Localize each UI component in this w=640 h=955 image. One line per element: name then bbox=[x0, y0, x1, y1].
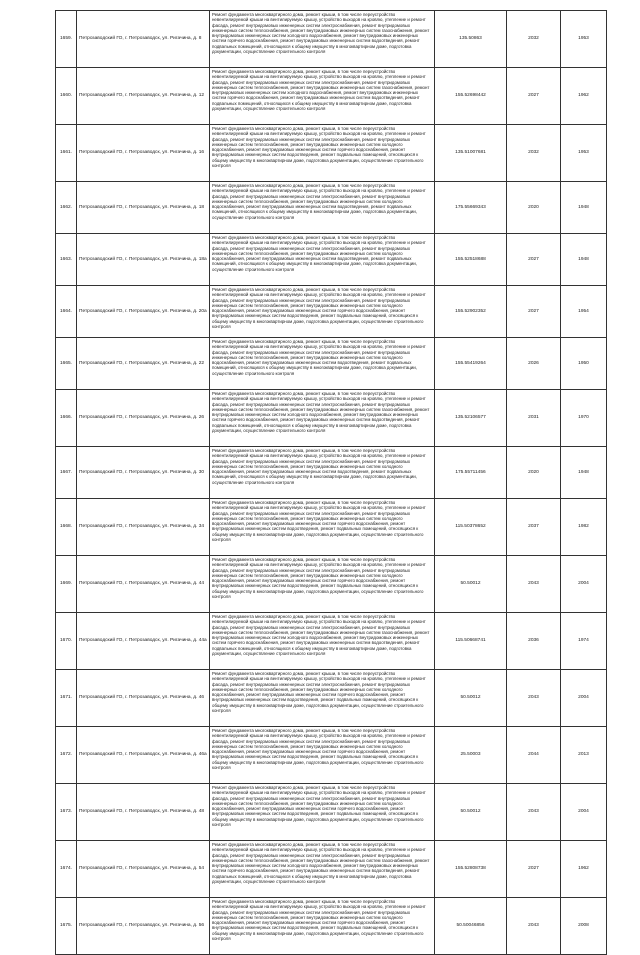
table-row bbox=[56, 68, 607, 125]
construction-year: 1954 bbox=[561, 286, 607, 338]
building-address: Петрозаводский ГО, г. Петрозаводск, ул. Ригачина, д. 12 bbox=[77, 68, 210, 125]
table-row bbox=[56, 11, 607, 68]
table-row bbox=[56, 613, 607, 670]
construction-year: 2013 bbox=[561, 727, 607, 784]
construction-year: 2004 bbox=[561, 670, 607, 727]
repair-works-list: Ремонт фундамента многоквартирного дома, ремонт крыши, в том числе переустройство невентилируемой крыши на вентилируемую крышу, устройство выходов на кровлю, утепление и ремонт фасада, ремонт внутридомовых инженерных систем электроснабжения, ремонт внутридомовых инженерных систем теплоснабжения, ремонт внутридомовых инженерных систем холодного водоснабжения, ремонт внутридомовых инженерных систем водоотведения, ремонт подвальных помещений, относящихся к общему имуществу в многоквартирном доме, подготовка документации, осуществление строительного контроля bbox=[210, 338, 435, 390]
planned-year: 2044 bbox=[507, 727, 561, 784]
repair-cost: 50.50046856 bbox=[435, 898, 507, 955]
row-number: 1666. bbox=[56, 390, 77, 447]
table-row bbox=[56, 670, 607, 727]
building-address: Петрозаводский ГО, г. Петрозаводск, ул. Ригачина, д. 46а bbox=[77, 727, 210, 784]
document-page bbox=[55, 10, 606, 955]
row-number: 1670. bbox=[56, 613, 77, 670]
repair-works-list: Ремонт фундамента многоквартирного дома, ремонт крыши, в том числе переустройство невентилируемой крыши на вентилируемую крышу, устройство выходов на кровлю, утепление и ремонт фасада, ремонт внутридомовых инженерных систем электроснабжения, ремонт внутридомовых инженерных систем теплоснабжения, ремонт внутридомовых инженерных систем холодного водоснабжения, ремонт внутридомовых инженерных систем горячего водоснабжения, ремонт внутридомовых инженерных систем водоотведения, ремонт подвальных помещений, относящихся к общему имуществу в многоквартирном доме, подготовка документации, осуществление строительного контроля bbox=[210, 556, 435, 613]
planned-year: 2026 bbox=[507, 338, 561, 390]
row-number: 1669. bbox=[56, 556, 77, 613]
row-number: 1660. bbox=[56, 68, 77, 125]
repair-works-list: Ремонт фундамента многоквартирного дома, ремонт крыши, в том числе переустройство невентилируемой крыши на вентилируемую крышу, устройство выходов на кровлю, утепление и ремонт фасада, ремонт внутридомовых инженерных систем электроснабжения, ремонт внутридомовых инженерных систем теплоснабжения, ремонт внутридомовых инженерных систем холодного водоснабжения, ремонт внутридомовых инженерных систем горячего водоснабжения, ремонт внутридомовых инженерных систем водоотведения, ремонт подвальных помещений, относящихся к общему имуществу в многоквартирном доме, подготовка документации, осуществление строительного контроля bbox=[210, 125, 435, 182]
table-row bbox=[56, 286, 607, 338]
table-row bbox=[56, 390, 607, 447]
building-address: Петрозаводский ГО, г. Петрозаводск, ул. Ригачина, д. 22 bbox=[77, 338, 210, 390]
row-number: 1667. bbox=[56, 447, 77, 499]
row-number: 1664. bbox=[56, 286, 77, 338]
building-address: Петрозаводский ГО, г. Петрозаводск, ул. Ригачина, д. 26 bbox=[77, 390, 210, 447]
table-row bbox=[56, 727, 607, 784]
planned-year: 2027 bbox=[507, 841, 561, 898]
repair-works-list: Ремонт фундамента многоквартирного дома, ремонт крыши, в том числе переустройство невентилируемой крыши на вентилируемую крышу, устройство выходов на кровлю, утепление и ремонт фасада, ремонт внутридомовых инженерных систем электроснабжения, ремонт внутридомовых инженерных систем теплоснабжения, ремонт внутридомовых инженерных систем газоснабжения, ремонт внутридомовых инженерных систем холодного водоснабжения, ремонт внутридомовых инженерных систем горячего водоснабжения, ремонт внутридомовых инженерных систем водоотведения, ремонт подвальных помещений, относящихся к общему имуществу в многоквартирном доме, подготовка документации, осуществление строительного контроля bbox=[210, 390, 435, 447]
planned-year: 2020 bbox=[507, 447, 561, 499]
table-row bbox=[56, 182, 607, 234]
repair-works-list: Ремонт фундамента многоквартирного дома, ремонт крыши, в том числе переустройство невентилируемой крыши на вентилируемую крышу, устройство выходов на кровлю, утепление и ремонт фасада, ремонт внутридомовых инженерных систем электроснабжения, ремонт внутридомовых инженерных систем теплоснабжения, ремонт внутридомовых инженерных систем холодного водоснабжения, ремонт внутридомовых инженерных систем горячего водоснабжения, ремонт внутридомовых инженерных систем водоотведения, ремонт подвальных помещений, относящихся к общему имуществу в многоквартирном доме, подготовка документации, осуществление строительного контроля bbox=[210, 898, 435, 955]
repair-cost: 155.52808738 bbox=[435, 841, 507, 898]
repair-works-list: Ремонт фундамента многоквартирного дома, ремонт крыши, в том числе переустройство невентилируемой крыши на вентилируемую крышу, устройство выходов на кровлю, утепление и ремонт фасада, ремонт внутридомовых инженерных систем электроснабжения, ремонт внутридомовых инженерных систем теплоснабжения, ремонт внутридомовых инженерных систем холодного водоснабжения, ремонт внутридомовых инженерных систем горячего водоснабжения, ремонт внутридомовых инженерных систем водоотведения, ремонт подвальных помещений, относящихся к общему имуществу в многоквартирном доме, подготовка документации, осуществление строительного контроля bbox=[210, 727, 435, 784]
repair-cost: 155.52902352 bbox=[435, 286, 507, 338]
repair-works-list: Ремонт фундамента многоквартирного дома, ремонт крыши, в том числе переустройство невентилируемой крыши на вентилируемую крышу, устройство выходов на кровлю, утепление и ремонт фасада, ремонт внутридомовых инженерных систем электроснабжения, ремонт внутридомовых инженерных систем теплоснабжения, ремонт внутридомовых инженерных систем холодного водоснабжения, ремонт внутридомовых инженерных систем водоотведения, ремонт подвальных помещений, относящихся к общему имуществу в многоквартирном доме, подготовка документации, осуществление строительного контроля bbox=[210, 234, 435, 286]
table-row bbox=[56, 234, 607, 286]
table-row bbox=[56, 447, 607, 499]
planned-year: 2036 bbox=[507, 613, 561, 670]
repair-cost: 175.55669343 bbox=[435, 182, 507, 234]
repair-works-list: Ремонт фундамента многоквартирного дома, ремонт крыши, в том числе переустройство невентилируемой крыши на вентилируемую крышу, устройство выходов на кровлю, утепление и ремонт фасада, ремонт внутридомовых инженерных систем электроснабжения, ремонт внутридомовых инженерных систем теплоснабжения, ремонт внутридомовых инженерных систем газоснабжения, ремонт внутридомовых инженерных систем холодного водоснабжения, ремонт внутридомовых инженерных систем горячего водоснабжения, ремонт внутридомовых инженерных систем водоотведения, ремонт подвальных помещений, относящихся к общему имуществу в многоквартирном доме, подготовка документации, осуществление строительного контроля bbox=[210, 841, 435, 898]
construction-year: 1953 bbox=[561, 11, 607, 68]
repair-cost: 50.50012 bbox=[435, 784, 507, 841]
repair-works-list: Ремонт фундамента многоквартирного дома, ремонт крыши, в том числе переустройство невентилируемой крыши на вентилируемую крышу, устройство выходов на кровлю, утепление и ремонт фасада, ремонт внутридомовых инженерных систем электроснабжения, ремонт внутридомовых инженерных систем теплоснабжения, ремонт внутридомовых инженерных систем холодного водоснабжения, ремонт внутридомовых инженерных систем горячего водоснабжения, ремонт внутридомовых инженерных систем водоотведения, ремонт подвальных помещений, относящихся к общему имуществу в многоквартирном доме, подготовка документации, осуществление строительного контроля bbox=[210, 499, 435, 556]
repair-cost: 155.52698442 bbox=[435, 68, 507, 125]
planned-year: 2027 bbox=[507, 286, 561, 338]
row-number: 1671. bbox=[56, 670, 77, 727]
table-body bbox=[56, 11, 607, 955]
construction-year: 1974 bbox=[561, 613, 607, 670]
repair-cost: 175.55711456 bbox=[435, 447, 507, 499]
repair-works-list: Ремонт фундамента многоквартирного дома, ремонт крыши, в том числе переустройство невентилируемой крыши на вентилируемую крышу, устройство выходов на кровлю, утепление и ремонт фасада, ремонт внутридомовых инженерных систем электроснабжения, ремонт внутридомовых инженерных систем теплоснабжения, ремонт внутридомовых инженерных систем холодного водоснабжения, ремонт внутридомовых инженерных систем водоотведения, ремонт подвальных помещений, относящихся к общему имуществу в многоквартирном доме, подготовка документации, осуществление строительного контроля bbox=[210, 447, 435, 499]
repair-works-list: Ремонт фундамента многоквартирного дома, ремонт крыши, в том числе переустройство невентилируемой крыши на вентилируемую крышу, устройство выходов на кровлю, утепление и ремонт фасада, ремонт внутридомовых инженерных систем электроснабжения, ремонт внутридомовых инженерных систем теплоснабжения, ремонт внутридомовых инженерных систем холодного водоснабжения, ремонт внутридомовых инженерных систем горячего водоснабжения, ремонт внутридомовых инженерных систем водоотведения, ремонт подвальных помещений, относящихся к общему имуществу в многоквартирном доме, подготовка документации, осуществление строительного контроля bbox=[210, 286, 435, 338]
building-address: Петрозаводский ГО, г. Петрозаводск, ул. Ригачина, д. 34 bbox=[77, 499, 210, 556]
table-row bbox=[56, 784, 607, 841]
building-address: Петрозаводский ГО, г. Петрозаводск, ул. Ригачина, д. 56 bbox=[77, 898, 210, 955]
repair-works-list: Ремонт фундамента многоквартирного дома, ремонт крыши, в том числе переустройство невентилируемой крыши на вентилируемую крышу, устройство выходов на кровлю, утепление и ремонт фасада, ремонт внутридомовых инженерных систем электроснабжения, ремонт внутридомовых инженерных систем теплоснабжения, ремонт внутридомовых инженерных систем газоснабжения, ремонт внутридомовых инженерных систем холодного водоснабжения, ремонт внутридомовых инженерных систем горячего водоснабжения, ремонт внутридомовых инженерных систем водоотведения, ремонт подвальных помещений, относящихся к общему имуществу в многоквартирном доме, подготовка документации, осуществление строительного контроля bbox=[210, 11, 435, 68]
construction-year: 1982 bbox=[561, 499, 607, 556]
building-address: Петрозаводский ГО, г. Петрозаводск, ул. Ригачина, д. 44а bbox=[77, 613, 210, 670]
construction-year: 1948 bbox=[561, 234, 607, 286]
repair-cost: 155.52518688 bbox=[435, 234, 507, 286]
building-address: Петрозаводский ГО, г. Петрозаводск, ул. Ригачина, д. 16 bbox=[77, 125, 210, 182]
row-number: 1672. bbox=[56, 727, 77, 784]
planned-year: 2032 bbox=[507, 125, 561, 182]
repair-cost: 115.50378652 bbox=[435, 499, 507, 556]
building-address: Петрозаводский ГО, г. Петрозаводск, ул. Ригачина, д. 46 bbox=[77, 670, 210, 727]
table-row bbox=[56, 499, 607, 556]
planned-year: 2043 bbox=[507, 670, 561, 727]
repair-cost: 115.50668741 bbox=[435, 613, 507, 670]
building-address: Петрозаводский ГО, г. Петрозаводск, ул. Ригачина, д. 54 bbox=[77, 841, 210, 898]
repair-schedule-table bbox=[55, 10, 607, 955]
repair-cost: 155.55419264 bbox=[435, 338, 507, 390]
repair-works-list: Ремонт фундамента многоквартирного дома, ремонт крыши, в том числе переустройство невентилируемой крыши на вентилируемую крышу, устройство выходов на кровлю, утепление и ремонт фасада, ремонт внутридомовых инженерных систем электроснабжения, ремонт внутридомовых инженерных систем теплоснабжения, ремонт внутридомовых инженерных систем холодного водоснабжения, ремонт внутридомовых инженерных систем водоотведения, ремонт подвальных помещений, относящихся к общему имуществу в многоквартирном доме, подготовка документации, осуществление строительного контроля bbox=[210, 182, 435, 234]
repair-cost: 25.50003 bbox=[435, 727, 507, 784]
repair-works-list: Ремонт фундамента многоквартирного дома, ремонт крыши, в том числе переустройство невентилируемой крыши на вентилируемую крышу, устройство выходов на кровлю, утепление и ремонт фасада, ремонт внутридомовых инженерных систем электроснабжения, ремонт внутридомовых инженерных систем теплоснабжения, ремонт внутридомовых инженерных систем газоснабжения, ремонт внутридомовых инженерных систем холодного водоснабжения, ремонт внутридомовых инженерных систем горячего водоснабжения, ремонт внутридомовых инженерных систем водоотведения, ремонт подвальных помещений, относящихся к общему имуществу в многоквартирном доме, подготовка документации, осуществление строительного контроля bbox=[210, 613, 435, 670]
row-number: 1665. bbox=[56, 338, 77, 390]
planned-year: 2020 bbox=[507, 182, 561, 234]
construction-year: 1962 bbox=[561, 841, 607, 898]
row-number: 1662. bbox=[56, 182, 77, 234]
planned-year: 2043 bbox=[507, 898, 561, 955]
repair-cost: 135.50863 bbox=[435, 11, 507, 68]
planned-year: 2031 bbox=[507, 390, 561, 447]
row-number: 1659. bbox=[56, 11, 77, 68]
repair-cost: 135.52106577 bbox=[435, 390, 507, 447]
repair-works-list: Ремонт фундамента многоквартирного дома, ремонт крыши, в том числе переустройство невентилируемой крыши на вентилируемую крышу, устройство выходов на кровлю, утепление и ремонт фасада, ремонт внутридомовых инженерных систем электроснабжения, ремонт внутридомовых инженерных систем теплоснабжения, ремонт внутридомовых инженерных систем газоснабжения, ремонт внутридомовых инженерных систем холодного водоснабжения, ремонт внутридомовых инженерных систем горячего водоснабжения, ремонт внутридомовых инженерных систем водоотведения, ремонт подвальных помещений, относящихся к общему имуществу в многоквартирном доме, подготовка документации, осуществление строительного контроля bbox=[210, 68, 435, 125]
table-row bbox=[56, 338, 607, 390]
building-address: Петрозаводский ГО, г. Петрозаводск, ул. Ригачина, д. 44 bbox=[77, 556, 210, 613]
building-address: Петрозаводский ГО, г. Петрозаводск, ул. Ригачина, д. 18 bbox=[77, 182, 210, 234]
row-number: 1661. bbox=[56, 125, 77, 182]
construction-year: 2004 bbox=[561, 556, 607, 613]
table-row bbox=[56, 556, 607, 613]
repair-cost: 135.51007681 bbox=[435, 125, 507, 182]
construction-year: 1953 bbox=[561, 125, 607, 182]
building-address: Петрозаводский ГО, г. Петрозаводск, ул. Ригачина, д. 8 bbox=[77, 11, 210, 68]
planned-year: 2037 bbox=[507, 499, 561, 556]
planned-year: 2043 bbox=[507, 556, 561, 613]
planned-year: 2032 bbox=[507, 11, 561, 68]
construction-year: 1970 bbox=[561, 390, 607, 447]
construction-year: 2004 bbox=[561, 784, 607, 841]
row-number: 1675. bbox=[56, 898, 77, 955]
repair-works-list: Ремонт фундамента многоквартирного дома, ремонт крыши, в том числе переустройство невентилируемой крыши на вентилируемую крышу, устройство выходов на кровлю, утепление и ремонт фасада, ремонт внутридомовых инженерных систем электроснабжения, ремонт внутридомовых инженерных систем теплоснабжения, ремонт внутридомовых инженерных систем холодного водоснабжения, ремонт внутридомовых инженерных систем горячего водоснабжения, ремонт внутридомовых инженерных систем водоотведения, ремонт подвальных помещений, относящихся к общему имуществу в многоквартирном доме, подготовка документации, осуществление строительного контроля bbox=[210, 784, 435, 841]
planned-year: 2027 bbox=[507, 234, 561, 286]
building-address: Петрозаводский ГО, г. Петрозаводск, ул. Ригачина, д. 30 bbox=[77, 447, 210, 499]
repair-cost: 50.50012 bbox=[435, 670, 507, 727]
construction-year: 2008 bbox=[561, 898, 607, 955]
building-address: Петрозаводский ГО, г. Петрозаводск, ул. Ригачина, д. 18а bbox=[77, 234, 210, 286]
building-address: Петрозаводский ГО, г. Петрозаводск, ул. Ригачина, д. 20а bbox=[77, 286, 210, 338]
construction-year: 1962 bbox=[561, 68, 607, 125]
row-number: 1663. bbox=[56, 234, 77, 286]
row-number: 1673. bbox=[56, 784, 77, 841]
building-address: Петрозаводский ГО, г. Петрозаводск, ул. Ригачина, д. 48 bbox=[77, 784, 210, 841]
construction-year: 1948 bbox=[561, 182, 607, 234]
construction-year: 1950 bbox=[561, 338, 607, 390]
table-row bbox=[56, 125, 607, 182]
construction-year: 1948 bbox=[561, 447, 607, 499]
table-row bbox=[56, 898, 607, 955]
row-number: 1668. bbox=[56, 499, 77, 556]
row-number: 1674. bbox=[56, 841, 77, 898]
repair-cost: 50.50012 bbox=[435, 556, 507, 613]
planned-year: 2027 bbox=[507, 68, 561, 125]
repair-works-list: Ремонт фундамента многоквартирного дома, ремонт крыши, в том числе переустройство невентилируемой крыши на вентилируемую крышу, устройство выходов на кровлю, утепление и ремонт фасада, ремонт внутридомовых инженерных систем электроснабжения, ремонт внутридомовых инженерных систем теплоснабжения, ремонт внутридомовых инженерных систем холодного водоснабжения, ремонт внутридомовых инженерных систем горячего водоснабжения, ремонт внутридомовых инженерных систем водоотведения, ремонт подвальных помещений, относящихся к общему имуществу в многоквартирном доме, подготовка документации, осуществление строительного контроля bbox=[210, 670, 435, 727]
table-row bbox=[56, 841, 607, 898]
planned-year: 2043 bbox=[507, 784, 561, 841]
